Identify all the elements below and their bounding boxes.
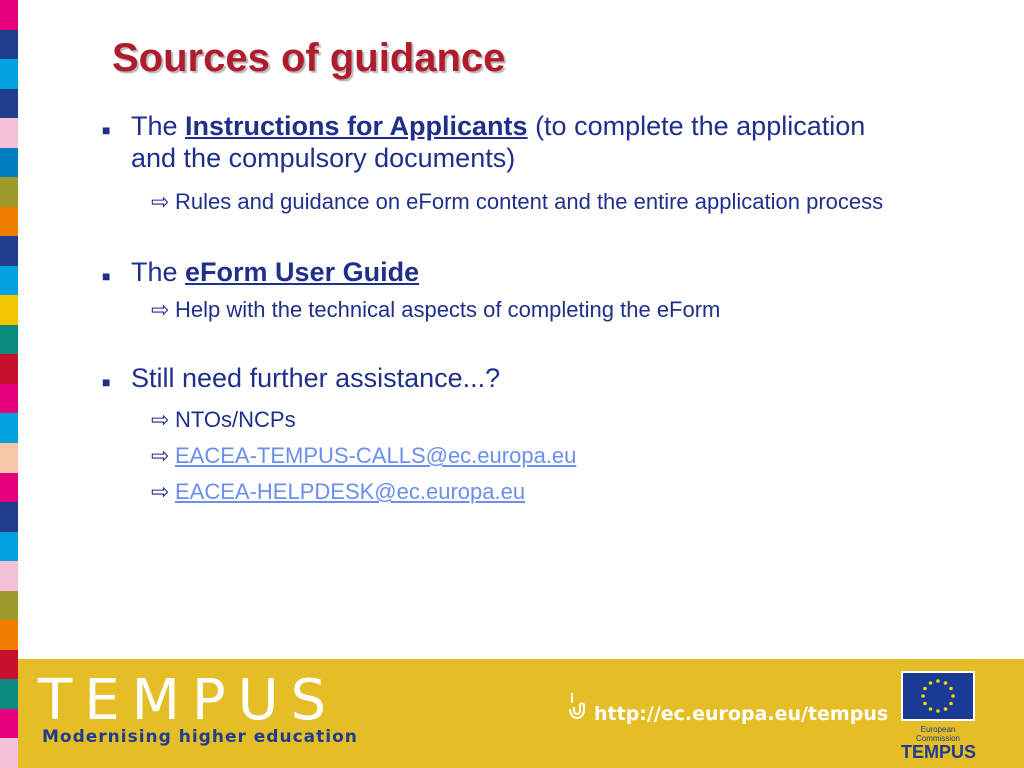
- cursor-icon: [566, 691, 588, 731]
- stripe-segment: [0, 325, 18, 355]
- stripe-segment: [0, 266, 18, 296]
- side-stripes: [0, 0, 18, 768]
- eu-flag-icon: [901, 671, 975, 721]
- ec-caption: European Commission: [915, 725, 960, 743]
- stripe-segment: [0, 473, 18, 503]
- flag-star: [949, 687, 953, 691]
- square-bullet-icon: ■: [102, 374, 111, 390]
- sub-bullet-text: NTOs/NCPs: [175, 407, 296, 432]
- bullet-prefix: The: [131, 257, 186, 287]
- sub-bullet-rules: [98, 188, 898, 216]
- stripe-segment: [0, 118, 18, 148]
- sub-bullet-helpdesk-email: [98, 478, 898, 506]
- stripe-segment: [0, 236, 18, 266]
- footer-band: [18, 659, 1024, 768]
- stripe-segment: [0, 650, 18, 680]
- arrow-right-icon: ⇨: [151, 479, 170, 504]
- sub-bullet-text: Rules and guidance on eForm content and the entire application process: [175, 189, 884, 214]
- flag-star: [929, 681, 933, 685]
- instructions-link[interactable]: Instructions for Applicants: [185, 111, 528, 141]
- ec-tempus-label: TEMPUS: [901, 742, 977, 762]
- arrow-right-icon: ⇨: [151, 443, 170, 468]
- stripe-segment: [0, 148, 18, 178]
- flag-star: [951, 694, 955, 698]
- bullet-prefix: The: [131, 111, 186, 141]
- bullet-instructions: [98, 110, 898, 174]
- stripe-segment: [0, 295, 18, 325]
- bullet-assistance: [98, 362, 898, 394]
- square-bullet-icon: ■: [102, 268, 111, 284]
- arrow-right-icon: ⇨: [151, 407, 170, 432]
- calls-email-link[interactable]: EACEA-TEMPUS-CALLS@ec.europa.eu: [175, 443, 577, 468]
- flag-star: [944, 707, 948, 711]
- stripe-segment: [0, 354, 18, 384]
- stripe-segment: [0, 413, 18, 443]
- stripe-segment: [0, 502, 18, 532]
- arrow-right-icon: ⇨: [151, 297, 170, 322]
- bullet-suffix: (to complete the application and the compulsory documents): [131, 111, 866, 173]
- square-bullet-icon: ■: [102, 122, 111, 138]
- stripe-segment: [0, 89, 18, 119]
- flag-star: [936, 709, 940, 713]
- sub-bullet-help: [98, 296, 898, 324]
- helpdesk-email-link[interactable]: EACEA-HELPDESK@ec.europa.eu: [175, 479, 526, 504]
- stripe-segment: [0, 384, 18, 414]
- tempus-logo: TEMPUS: [38, 668, 339, 733]
- stripe-segment: [0, 709, 18, 739]
- stripe-segment: [0, 30, 18, 60]
- ec-logo: [901, 671, 975, 763]
- sub-bullet-ntos: [98, 406, 898, 434]
- sub-bullet-text: Help with the technical aspects of completing the eForm: [175, 297, 721, 322]
- stripe-segment: [0, 591, 18, 621]
- arrow-right-icon: ⇨: [151, 189, 170, 214]
- stripe-segment: [0, 620, 18, 650]
- stripe-segment: [0, 561, 18, 591]
- flag-star: [949, 702, 953, 706]
- tagline: Modernising higher education: [42, 727, 358, 747]
- stripe-segment: [0, 207, 18, 237]
- eform-guide-link[interactable]: eForm User Guide: [185, 257, 420, 287]
- stripe-segment: [0, 679, 18, 709]
- slide-title: Sources of guidance: [112, 36, 506, 80]
- flag-star: [923, 702, 927, 706]
- stripe-segment: [0, 177, 18, 207]
- bullet-text: Still need further assistance...?: [131, 363, 501, 393]
- stripe-segment: [0, 532, 18, 562]
- flag-star: [936, 679, 940, 683]
- slide-content: [98, 110, 898, 506]
- stripe-segment: [0, 0, 18, 30]
- flag-star: [944, 681, 948, 685]
- site-url[interactable]: http://ec.europa.eu/tempus: [594, 703, 889, 725]
- flag-star: [923, 687, 927, 691]
- flag-star: [921, 694, 925, 698]
- flag-star: [929, 707, 933, 711]
- stripe-segment: [0, 443, 18, 473]
- stripe-segment: [0, 59, 18, 89]
- sub-bullet-calls-email: [98, 442, 898, 470]
- stripe-segment: [0, 738, 18, 768]
- bullet-eform-guide: [98, 256, 898, 288]
